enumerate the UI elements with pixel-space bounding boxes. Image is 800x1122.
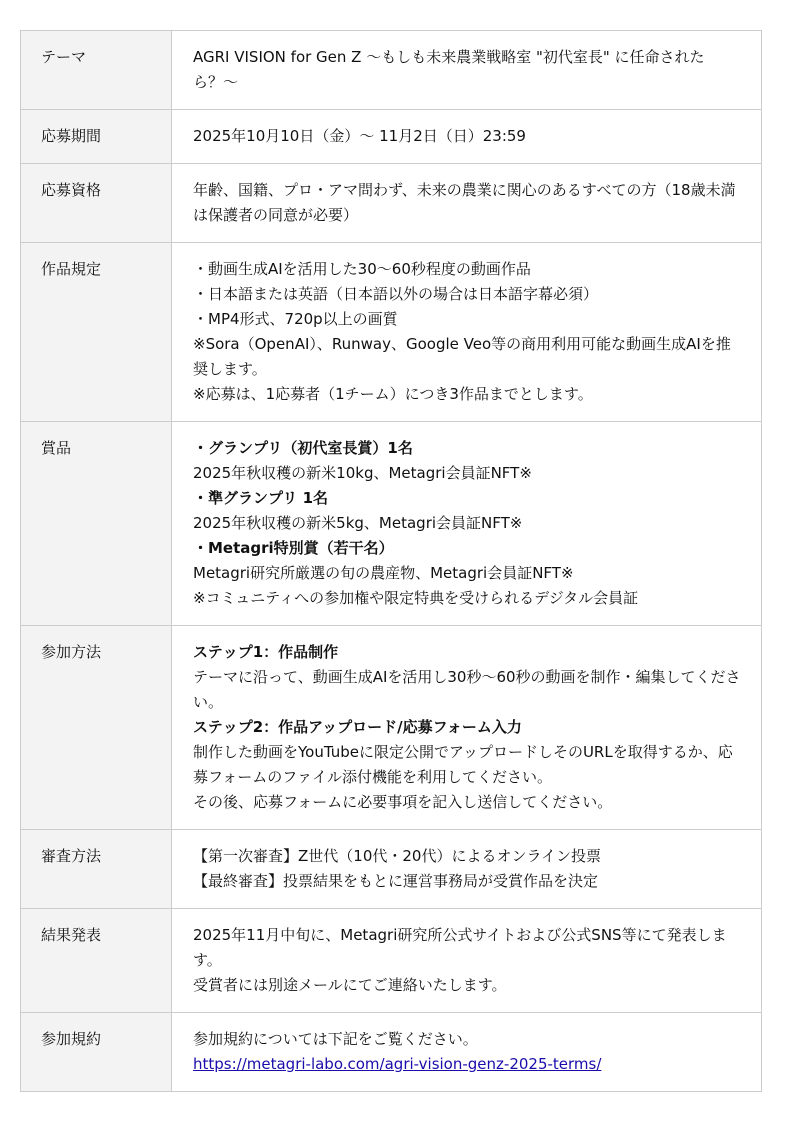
judging-line: 【最終審査】投票結果をもとに運営事務局が受賞作品を決定	[193, 872, 599, 890]
row-value-rules	[172, 243, 762, 422]
second-prize-title: ・準グランプリ 1名	[193, 489, 329, 507]
step2-desc: 制作した動画をYouTubeに限定公開でアップロードしそのURLを取得するか、応募フォームのファイル添付機能を利用してください。	[193, 743, 733, 786]
eligibility-text: 年齢、国籍、プロ・アマ問わず、未来の農業に関心のあるすべての方（18歳未満は保護者の同意が必要）	[193, 181, 736, 224]
row-label-terms: 参加規約	[21, 1013, 172, 1092]
table-row	[21, 164, 762, 243]
step1-desc: テーマに沿って、動画生成AIを活用し30秒〜60秒の動画を制作・編集してください。	[193, 668, 741, 711]
row-label-eligibility: 応募資格	[21, 164, 172, 243]
judging-line: 【第一次審査】Z世代（10代・20代）によるオンライン投票	[193, 847, 602, 865]
row-value-results	[172, 909, 762, 1013]
table-row	[21, 243, 762, 422]
row-value-period	[172, 110, 762, 164]
second-prize-desc: 2025年秋収穫の新米5kg、Metagri会員証NFT※	[193, 514, 523, 532]
step2-title: ステップ2：作品アップロード/応募フォーム入力	[193, 718, 522, 736]
table-row	[21, 909, 762, 1013]
terms-link[interactable]: https://metagri-labo.com/agri-vision-genz-2025-terms/	[193, 1055, 602, 1073]
period-text: 2025年10月10日（金）〜 11月2日（日）23:59	[193, 127, 526, 145]
table-row	[21, 110, 762, 164]
row-value-theme	[172, 31, 762, 110]
terms-intro: 参加規約については下記をご覧ください。	[193, 1030, 478, 1048]
special-prize-desc: Metagri研究所厳選の旬の農産物、Metagri会員証NFT※	[193, 564, 574, 582]
rules-line: ・日本語または英語（日本語以外の場合は日本語字幕必須）	[193, 285, 599, 303]
rules-line: ・動画生成AIを活用した30〜60秒程度の動画作品	[193, 260, 531, 278]
row-label-judging: 審査方法	[21, 830, 172, 909]
row-value-how-to	[172, 626, 762, 830]
row-label-results: 結果発表	[21, 909, 172, 1013]
prize-note: ※コミュニティへの参加権や限定特典を受けられるデジタル会員証	[193, 589, 639, 607]
results-line: 2025年11月中旬に、Metagri研究所公式サイトおよび公式SNS等にて発表します。	[193, 926, 727, 969]
table-row	[21, 31, 762, 110]
table-row	[21, 626, 762, 830]
table-row	[21, 422, 762, 626]
row-value-terms	[172, 1013, 762, 1092]
special-prize-title: ・Metagri特別賞（若干名）	[193, 539, 394, 557]
theme-text: AGRI VISION for Gen Z 〜もしも未来農業戦略室 "初代室長" に任命されたら？〜	[193, 48, 705, 91]
results-line: 受賞者には別途メールにてご連絡いたします。	[193, 976, 507, 994]
row-label-rules: 作品規定	[21, 243, 172, 422]
step2-after: その後、応募フォームに必要事項を記入し送信してください。	[193, 793, 613, 811]
row-value-eligibility	[172, 164, 762, 243]
table-row	[21, 1013, 762, 1092]
row-label-period: 応募期間	[21, 110, 172, 164]
contest-info-table	[20, 30, 762, 1092]
row-label-prizes: 賞品	[21, 422, 172, 626]
row-value-prizes	[172, 422, 762, 626]
rules-line: ・MP4形式、720p以上の画質	[193, 310, 398, 328]
rules-line: ※応募は、1応募者（1チーム）につき3作品までとします。	[193, 385, 593, 403]
table-row	[21, 830, 762, 909]
row-label-how-to: 参加方法	[21, 626, 172, 830]
step1-title: ステップ1：作品制作	[193, 643, 339, 661]
row-value-judging	[172, 830, 762, 909]
grand-prix-title: ・グランプリ（初代室長賞）1名	[193, 439, 413, 457]
row-label-theme: テーマ	[21, 31, 172, 110]
rules-line: ※Sora（OpenAI）、Runway、Google Veo等の商用利用可能な動画生成AIを推奨します。	[193, 335, 731, 378]
grand-prix-desc: 2025年秋収穫の新米10kg、Metagri会員証NFT※	[193, 464, 532, 482]
